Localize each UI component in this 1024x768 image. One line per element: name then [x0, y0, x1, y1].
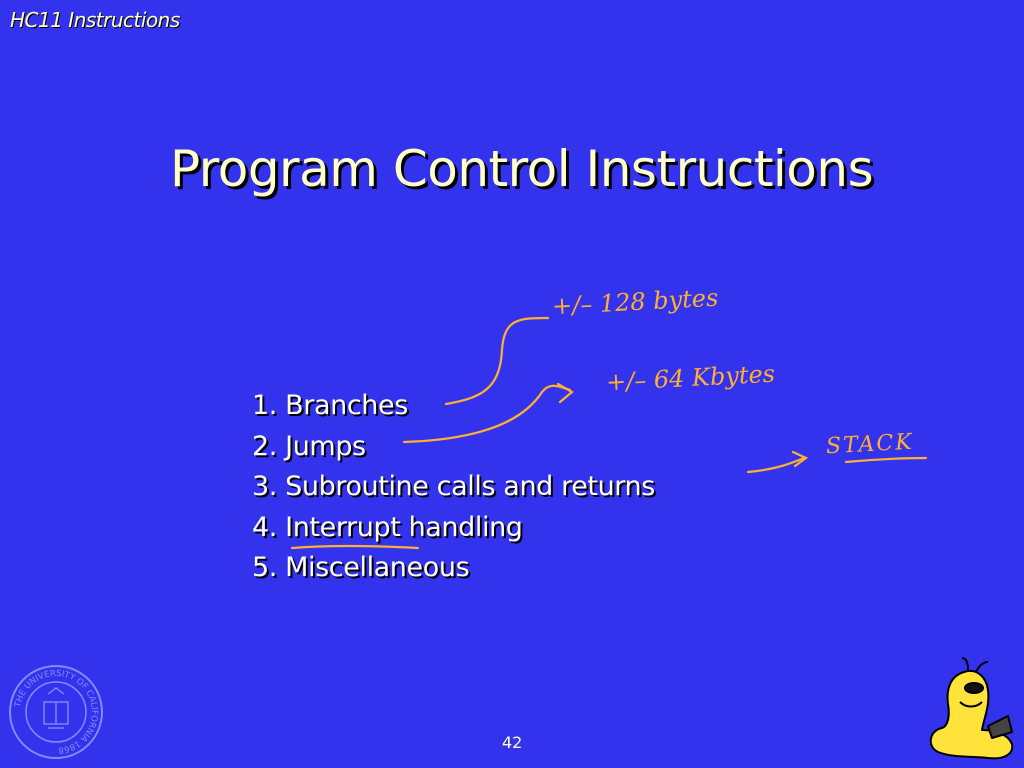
- stack-note: STACK: [825, 429, 915, 460]
- banana-slug-mascot-icon: [924, 656, 1020, 764]
- branches-range-note: +/– 128 bytes: [551, 283, 719, 321]
- slide-title: Program Control Instructions: [170, 140, 874, 198]
- stack-underline: [846, 458, 926, 462]
- page-number: 42: [502, 733, 523, 752]
- list-item-interrupts: 4. Interrupt handling: [252, 511, 523, 543]
- jumps-range-note: +/– 64 Kbytes: [605, 359, 776, 397]
- list-item-miscellaneous: 5. Miscellaneous: [252, 552, 470, 583]
- list-item-jumps: 2. Jumps: [252, 430, 366, 462]
- university-seal-logo: [8, 664, 104, 760]
- list-item-subroutines: 3. Subroutine calls and returns: [252, 471, 655, 502]
- slide-header: HC11 Instructions: [10, 8, 180, 32]
- stack-arrow: [748, 458, 804, 472]
- svg-text:THE UNIVERSITY OF CALIFORNIA 1: THE UNIVERSITY OF CALIFORNIA 1868: [13, 668, 100, 755]
- instruction-list: [252, 386, 655, 589]
- stack-arrowhead: [793, 452, 806, 466]
- list-item-branches: 1. Branches: [252, 390, 408, 421]
